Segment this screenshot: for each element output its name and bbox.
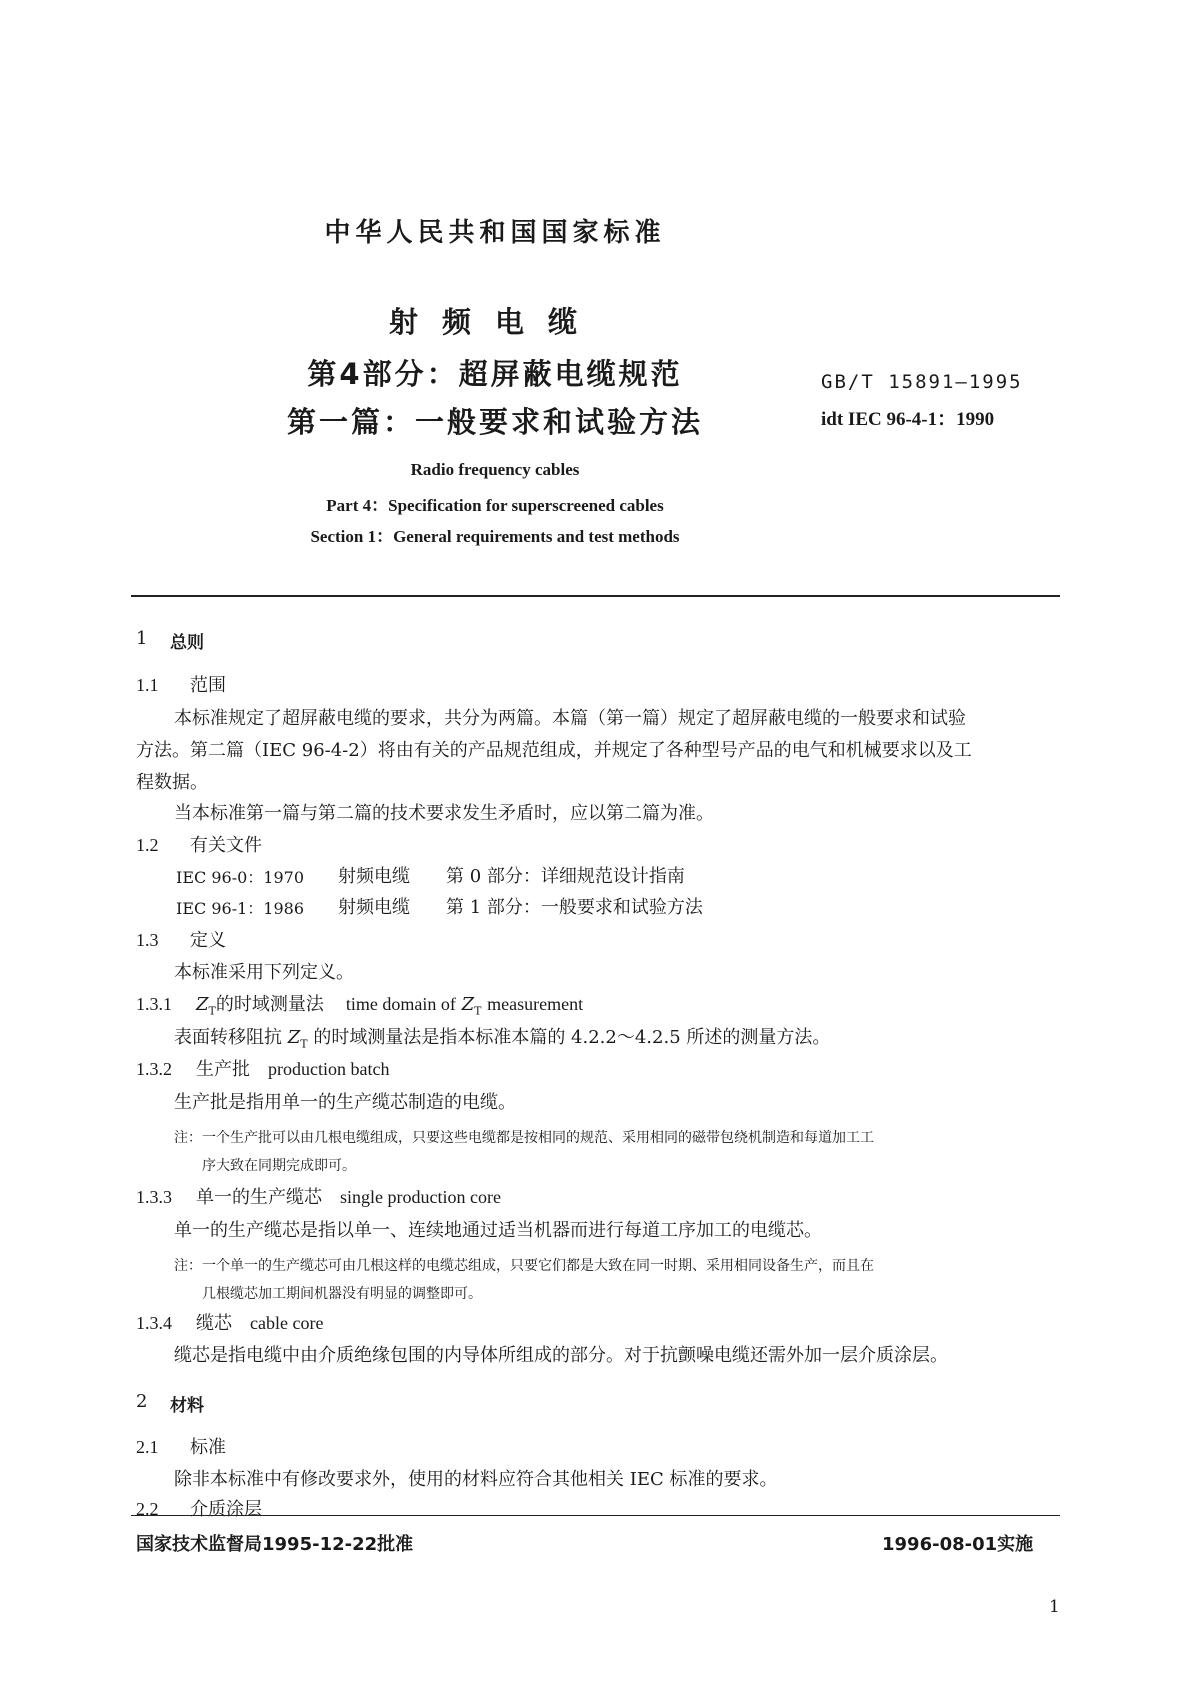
title-cn-part: 第4部分：超屏蔽电缆规范	[307, 357, 683, 391]
section-1-3-4-title	[196, 1313, 323, 1335]
section-2-number: 2	[136, 1391, 148, 1412]
section-1-3-1-number: 1.3.1	[136, 994, 172, 1014]
national-standard-title: 中华人民共和国国家标准	[324, 218, 666, 248]
section-1-3-number: 1.3	[136, 930, 159, 950]
section-1-3-title: 定义	[190, 930, 226, 951]
title-cn: 缆芯	[196, 1313, 232, 1334]
title-en-section: Section 1：General requirements and test methods	[310, 527, 680, 546]
note: 注：一个生产批可以由几根电缆组成，只要这些电缆都是按相同的规范、采用相同的磁带包绕机制造和每道加工工	[174, 1130, 874, 1146]
section-1-3-1-para	[174, 1027, 830, 1051]
title-en: time domain of	[345, 994, 456, 1014]
section-1-3-2-para: 生产批是指用单一的生产缆芯制造的电缆。	[174, 1092, 516, 1113]
page-number: 1	[1049, 1597, 1060, 1617]
reference-name: 射频电缆	[338, 866, 410, 887]
reference-code: IEC 96-1：1986	[176, 899, 304, 918]
z-symbol: Z	[461, 994, 475, 1015]
section-1-number: 1	[136, 628, 148, 649]
section-1-1-para-line: 本标准规定了超屏蔽电缆的要求，共分为两篇。本篇（第一篇）规定了超屏蔽电缆的一般要求和试验	[174, 708, 966, 729]
header-divider	[131, 595, 1060, 597]
section-1-1-number: 1.1	[136, 675, 159, 695]
footer-divider	[131, 1515, 1060, 1516]
section-1-3-1-title	[196, 994, 583, 1018]
implementation-date: 1996-08-01实施	[882, 1534, 1034, 1555]
section-1-1-para-line: 方法。第二篇（IEC 96-4-2）将由有关的产品规范组成，并规定了各种型号产品的电气和机械要求以及工	[136, 740, 972, 761]
section-1-3-2-title	[196, 1059, 389, 1081]
title-cn: 的时域测量法	[215, 994, 324, 1015]
title-cn-section: 第一篇：一般要求和试验方法	[286, 405, 703, 439]
note: 注：一个单一的生产缆芯可由几根这样的电缆芯组成，只要它们都是大致在同一时期、采用相同设备生产，而且在	[174, 1258, 874, 1274]
para-text: 表面转移阻抗	[174, 1027, 282, 1048]
z-subscript: T	[474, 1004, 482, 1018]
section-1-3-para: 本标准采用下列定义。	[174, 962, 354, 983]
title-cn: 生产批	[196, 1059, 250, 1080]
idt-reference: idt IEC 96-4-1：1990	[821, 409, 995, 430]
title-en-main: Radio frequency cables	[410, 460, 580, 479]
title-en-part: Part 4：Specification for superscreened cables	[326, 496, 664, 515]
para-text: 的时域测量法是指本标准本篇的 4.2.2～4.2.5 所述的测量方法。	[313, 1027, 831, 1048]
title-cn: 单一的生产缆芯	[196, 1187, 322, 1208]
title-en: single production core	[340, 1187, 501, 1207]
reference-code: IEC 96-0：1970	[176, 868, 304, 887]
section-1-title: 总则	[170, 633, 204, 653]
z-subscript: T	[208, 1004, 216, 1018]
section-1-1-title: 范围	[190, 675, 226, 696]
z-subscript: T	[300, 1037, 308, 1051]
section-1-2-number: 1.2	[136, 835, 159, 855]
standard-number: GB/T 15891—1995	[821, 371, 1023, 393]
approval-date: 国家技术监督局1995-12-22批准	[136, 1534, 414, 1555]
section-2-1-title: 标准	[190, 1437, 226, 1458]
title-en: measurement	[487, 994, 584, 1014]
section-2-2-title: 介质涂层	[190, 1499, 262, 1520]
section-1-1-para-2: 当本标准第一篇与第二篇的技术要求发生矛盾时，应以第二篇为准。	[174, 803, 714, 824]
section-2-1-number: 2.1	[136, 1437, 159, 1457]
section-1-3-3-number: 1.3.3	[136, 1187, 172, 1207]
z-symbol: Z	[196, 994, 209, 1015]
title-en: production batch	[268, 1059, 390, 1079]
section-1-3-3-title	[196, 1187, 501, 1209]
section-2-title: 材料	[170, 1396, 204, 1416]
section-1-1-para-line: 程数据。	[136, 772, 208, 793]
section-2-2-number: 2.2	[136, 1499, 159, 1519]
note: 序大致在同期完成即可。	[202, 1158, 356, 1174]
z-symbol: Z	[287, 1027, 301, 1048]
reference-name: 射频电缆	[338, 897, 410, 918]
section-2-1-para: 除非本标准中有修改要求外，使用的材料应符合其他相关 IEC 标准的要求。	[174, 1469, 778, 1490]
note: 几根缆芯加工期间机器没有明显的调整即可。	[202, 1286, 482, 1302]
title-en: cable core	[250, 1313, 324, 1333]
section-1-3-3-para: 单一的生产缆芯是指以单一、连续地通过适当机器而进行每道工序加工的电缆芯。	[174, 1220, 822, 1241]
section-1-3-4-para: 缆芯是指电缆中由介质绝缘包围的内导体所组成的部分。对于抗颤噪电缆还需外加一层介质涂层。	[174, 1345, 948, 1366]
reference-part: 第 0 部分：详细规范设计指南	[446, 866, 685, 887]
title-cn-main: 射频电缆	[388, 305, 601, 339]
section-1-3-4-number: 1.3.4	[136, 1313, 172, 1333]
section-1-3-2-number: 1.3.2	[136, 1059, 172, 1079]
reference-part: 第 1 部分：一般要求和试验方法	[446, 897, 703, 918]
section-1-2-title: 有关文件	[190, 835, 262, 856]
